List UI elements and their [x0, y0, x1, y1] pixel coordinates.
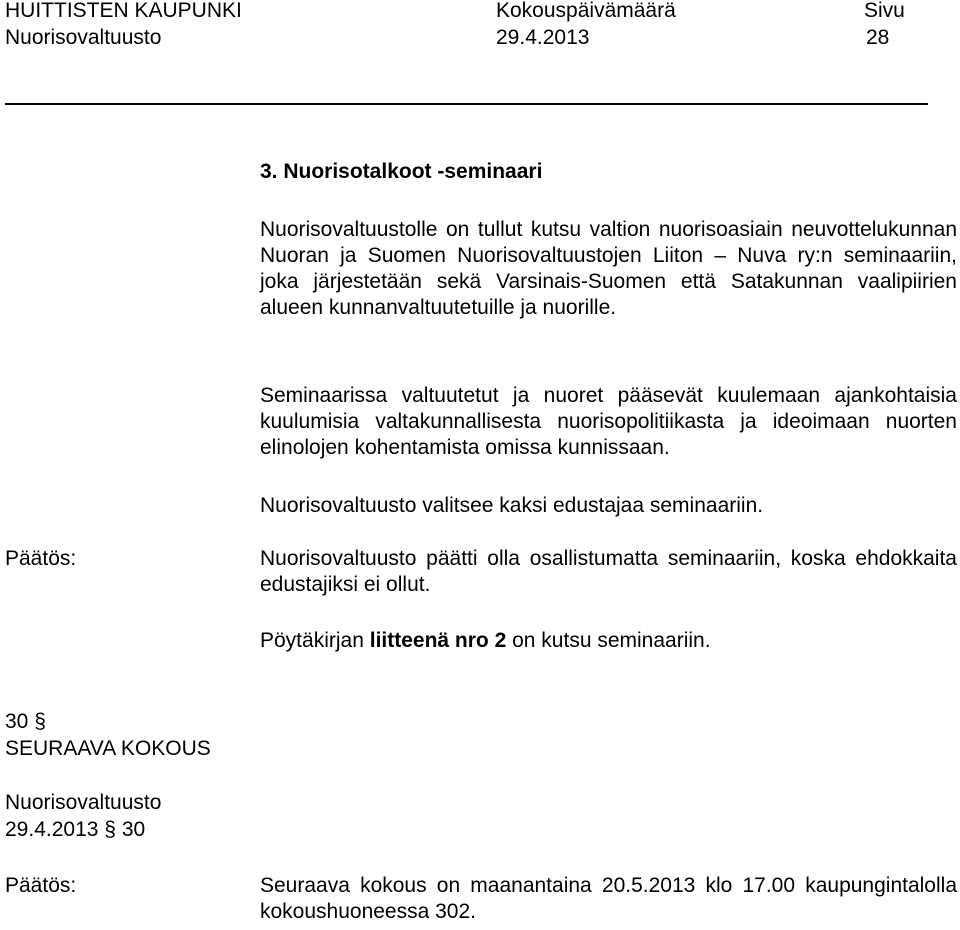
- next-meeting-decision-text: Seuraava kokous on maanantaina 20.5.2013 klo 17.00 kaupungintalolla kokoushuoneessa 302.: [260, 874, 957, 923]
- reference-number: 30: [121, 818, 146, 841]
- decision-label: Päätös:: [5, 547, 77, 570]
- section-sign: §: [34, 710, 46, 733]
- header-divider: [5, 103, 928, 105]
- attachment-note: [260, 628, 711, 654]
- body-paragraph-selection: Nuorisovaltuusto valitsee kaksi edustajaa seminaariin.: [260, 494, 764, 517]
- section-number: [5, 709, 46, 735]
- header-org: HUITTISTEN KAUPUNKI: [5, 0, 242, 22]
- attachment-prefix: Pöytäkirjan: [260, 629, 364, 652]
- body-paragraph-invitation: Nuorisovaltuustolle on tullut kutsu valtion nuorisoasiain neuvottelukunnan Nuoran ja Suomen Nuorisovaltuustojen Liiton – Nuva ry:n seminaariin, joka järjestetään sekä Varsinais-Suomen että Satakunnan vaalipiirien alueen kunnanvaltuutetuille ja nuorille.: [260, 218, 957, 319]
- attachment-suffix: on kutsu seminaariin.: [512, 629, 711, 652]
- section-number-value: 30: [5, 710, 29, 733]
- section-title: SEURAAVA KOKOUS: [5, 737, 211, 760]
- header-date-label: Kokouspäivämäärä: [496, 0, 676, 22]
- header-page-number: 28: [866, 26, 890, 49]
- reference-body: Nuorisovaltuusto: [5, 791, 162, 814]
- header-date: 29.4.2013: [496, 26, 590, 49]
- section-heading: 3. Nuorisotalkoot -seminaari: [260, 160, 543, 183]
- reference-section-sign: §: [104, 818, 116, 841]
- header-body-name: Nuorisovaltuusto: [5, 26, 162, 49]
- next-meeting-decision-label: Päätös:: [5, 874, 77, 897]
- reference-line: [5, 817, 145, 843]
- header-page-label: Sivu: [864, 0, 905, 22]
- decision-text: Nuorisovaltuusto päätti olla osallistumatta seminaariin, koska ehdokkaita edustajiksi ei ollut.: [260, 547, 957, 596]
- reference-date: 29.4.2013: [5, 818, 99, 841]
- body-paragraph-seminar: Seminaarissa valtuutetut ja nuoret pääsevät kuulemaan ajankohtaisia kuulumisia valtakunnallisesta nuorisopolitiikasta ja ideoimaan nuorten elinolojen kohentamista omissa kunnissaan.: [260, 384, 957, 459]
- attachment-bold: liitteenä nro 2: [369, 629, 507, 652]
